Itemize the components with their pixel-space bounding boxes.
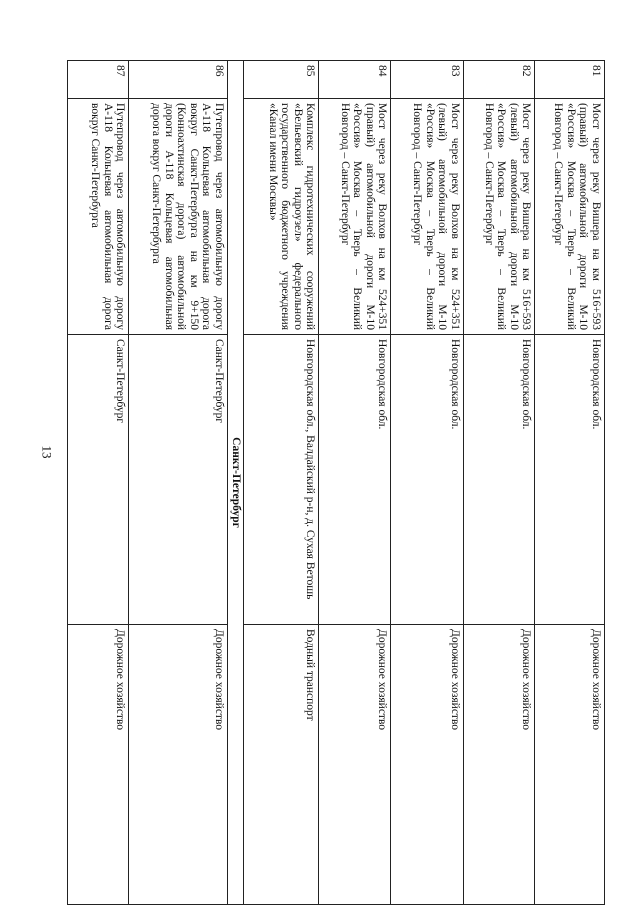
object-sector: Дорожное хозяйство: [68, 625, 130, 905]
object-name: Мост через реку Вишера на км 516+593 (левый) автомобильной дороги М-10 «Россия» Москва – Тверь – Великий Новгород – Санкт-Петербург: [463, 99, 535, 335]
object-name: Мост через реку Волхов на км 524+351 (левый) автомобильной дороги М-10 «Россия» Москва – Тверь – Великий Новгород – Санкт-Петербург: [391, 99, 464, 335]
object-sector: Дорожное хозяйство: [391, 625, 464, 905]
row-number: 84: [319, 61, 391, 99]
object-region: Новгородская обл.: [391, 335, 464, 625]
row-number: 87: [68, 61, 130, 99]
row-number: 81: [535, 61, 605, 99]
table-row: [391, 61, 464, 905]
table-row: [243, 61, 319, 905]
table-row: [319, 61, 391, 905]
registry-table: [67, 60, 605, 905]
row-number: 85: [243, 61, 319, 99]
object-name: Путепровод через автомобильную дорогу А-118 Кольцевая автомобильная дорога вокруг Санкт-Петербурга: [68, 99, 130, 335]
section-header-row: [227, 61, 243, 905]
object-region: Санкт-Петербург: [68, 335, 130, 625]
object-name: Путепровод через автомобильную дорогу А-118 Кольцевая автомобильная дорога вокруг Санкт-Петербурга на км 9+150 (Конноахтинская дорога) автомобильной дороги А-118 Кольцевая автомобильная дорога вокруг Санкт-Петербурга: [129, 99, 227, 335]
object-region: Новгородская обл.: [463, 335, 535, 625]
object-name: Комплекс гидротехнических сооружений «Вельевский гидроузел» федерального государственного бюджетного учреждения «Канал имени Москвы»: [243, 99, 319, 335]
table-row: [463, 61, 535, 905]
table-row: [129, 61, 227, 905]
object-sector: Дорожное хозяйство: [535, 625, 605, 905]
table-row: [535, 61, 605, 905]
object-sector: Водный транспорт: [243, 625, 319, 905]
registry-table-rotated: [67, 60, 605, 904]
object-region: Новгородская обл., Валдайский р-н, д. Сухая Ветошь: [243, 335, 319, 625]
object-name: Мост через реку Волхов на км 524+351 (правый) автомобильной дороги М-10 «Россия» Москва – Тверь – Великий Новгород – Санкт-Петербург: [319, 99, 391, 335]
object-region: Санкт-Петербург: [129, 335, 227, 625]
table-row: [68, 61, 130, 905]
object-sector: Дорожное хозяйство: [463, 625, 535, 905]
row-number: 83: [391, 61, 464, 99]
section-title: Санкт-Петербург: [227, 61, 243, 905]
row-number: 86: [129, 61, 227, 99]
row-number: 82: [463, 61, 535, 99]
object-region: Новгородская обл.: [319, 335, 391, 625]
object-region: Новгородская обл.: [535, 335, 605, 625]
page-number: 13: [39, 445, 55, 459]
object-sector: Дорожное хозяйство: [129, 625, 227, 905]
object-name: Мост через реку Вишера на км 516+593 (правый) автомобильной дороги М-10 «Россия» Москва – Тверь – Великий Новгород – Санкт-Петербург: [535, 99, 605, 335]
object-sector: Дорожное хозяйство: [319, 625, 391, 905]
